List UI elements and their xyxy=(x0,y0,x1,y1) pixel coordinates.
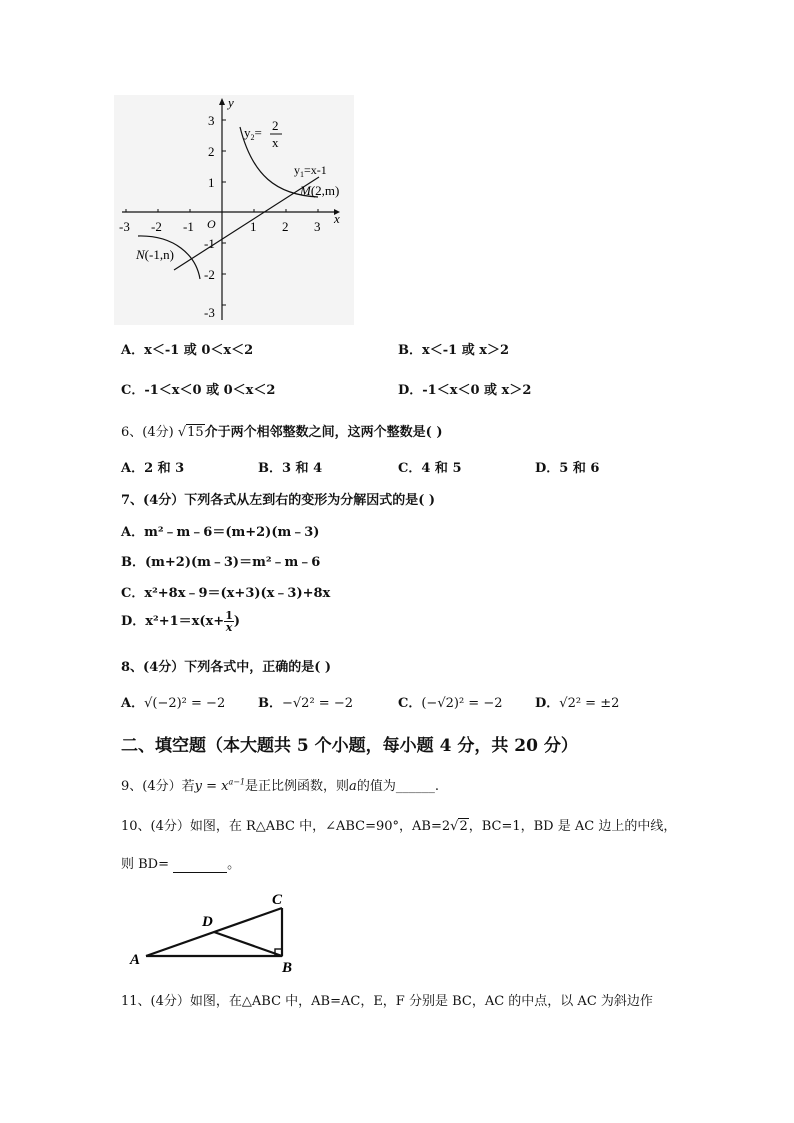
q9-stem: 9、(4分）若$y = x^{a-1}$是正比例函数，则a的值为______. xyxy=(121,777,439,794)
y-tick-label: 1 xyxy=(208,175,215,190)
q6-radicand: 15 xyxy=(187,425,204,440)
q10-line2: 则 BD= 。 xyxy=(121,857,241,872)
y2-label: $y_2=$ xyxy=(244,125,262,142)
y2-denominator: x xyxy=(272,135,279,150)
y-tick-label: 2 xyxy=(208,144,215,159)
q6-option-c: C．4 和 5 xyxy=(398,461,462,476)
y-tick-label: -2 xyxy=(204,267,215,282)
q7-fraction: $\frac{1}{x}$ xyxy=(225,609,233,634)
x-tick-label: 2 xyxy=(282,219,289,234)
q5-option-d: D．-1＜x＜0 或 x＞2 xyxy=(398,383,532,398)
q8-stem: 8、(4分）下列各式中，正确的是( ) xyxy=(121,660,332,675)
q7-option-a: A．m²﹣m﹣6＝(m+2)(m﹣3) xyxy=(121,525,320,540)
y2-numerator: 2 xyxy=(272,118,279,133)
origin-label: O xyxy=(207,217,216,231)
median-bd xyxy=(214,932,282,956)
point-m-label: M(2,m) xyxy=(300,183,340,198)
section-heading: 二、填空题（本大题共 5 个小题，每小题 4 分，共 20 分） xyxy=(121,736,578,756)
x-tick-label: -1 xyxy=(183,219,194,234)
q6-stem: 6、(4分) √15介于两个相邻整数之间，这两个整数是( ) xyxy=(121,425,443,440)
q6-option-a: A．2 和 3 xyxy=(121,461,185,476)
q6-option-b: B．3 和 4 xyxy=(258,461,323,476)
q6-option-d: D．5 和 6 xyxy=(535,461,600,476)
function-graph xyxy=(114,95,354,325)
point-n-label: N(-1,n) xyxy=(136,247,174,262)
x-tick-label: 3 xyxy=(314,219,321,234)
x-axis-label: x xyxy=(334,211,340,226)
q5-option-a: A．x＜-1 或 0＜x＜2 xyxy=(121,343,254,358)
x-tick-label: 1 xyxy=(250,219,257,234)
y-tick-label: -3 xyxy=(204,305,215,320)
y1-label: $y_1=x-1$ xyxy=(294,163,327,179)
x-tick-label: -2 xyxy=(151,219,162,234)
q11-stem: 11、(4分）如图，在△ABC 中，AB=AC，E，F 分别是 BC，AC 的中点，以 AC 为斜边作 xyxy=(121,994,653,1009)
q7-stem: 7、(4分）下列各式从左到右的变形为分解因式的是( ) xyxy=(121,493,436,508)
vertex-a: A xyxy=(130,952,141,968)
q8-option-b: B．−√2² = −2 xyxy=(258,696,353,711)
q8-option-d: D．√2² = ±2 xyxy=(535,696,620,711)
q8-option-a: A．√(−2)² = −2 xyxy=(121,696,226,711)
answer-blank xyxy=(173,857,227,873)
vertex-c: C xyxy=(272,892,283,908)
y-tick-label: 3 xyxy=(208,113,215,128)
y-tick-label: -1 xyxy=(204,236,215,251)
q5-option-b: B．x＜-1 或 x＞2 xyxy=(398,343,510,358)
x-tick-label: -3 xyxy=(119,219,130,234)
q10-line1: 10、(4分）如图，在 R△ABC 中，∠ABC=90°，AB=2√2，BC=1，BD 是 AC 边上的中线， xyxy=(121,819,677,834)
y-axis-label: y xyxy=(228,95,234,110)
q7-option-d: D．x²+1＝x(x+ $\frac{1}{x}$ ) xyxy=(121,609,241,634)
q7-option-b: B．(m+2)(m﹣3)＝m²﹣m﹣6 xyxy=(121,555,321,570)
q5-option-c: C．-1＜x＜0 或 0＜x＜2 xyxy=(121,383,276,398)
triangle-figure xyxy=(124,888,304,978)
vertex-b: B xyxy=(282,960,293,976)
q7-option-c: C．x²+8x﹣9＝(x+3)(x﹣3)+8x xyxy=(121,586,331,601)
q8-option-c: C．(−√2)² = −2 xyxy=(398,696,503,711)
point-d: D xyxy=(202,914,213,930)
